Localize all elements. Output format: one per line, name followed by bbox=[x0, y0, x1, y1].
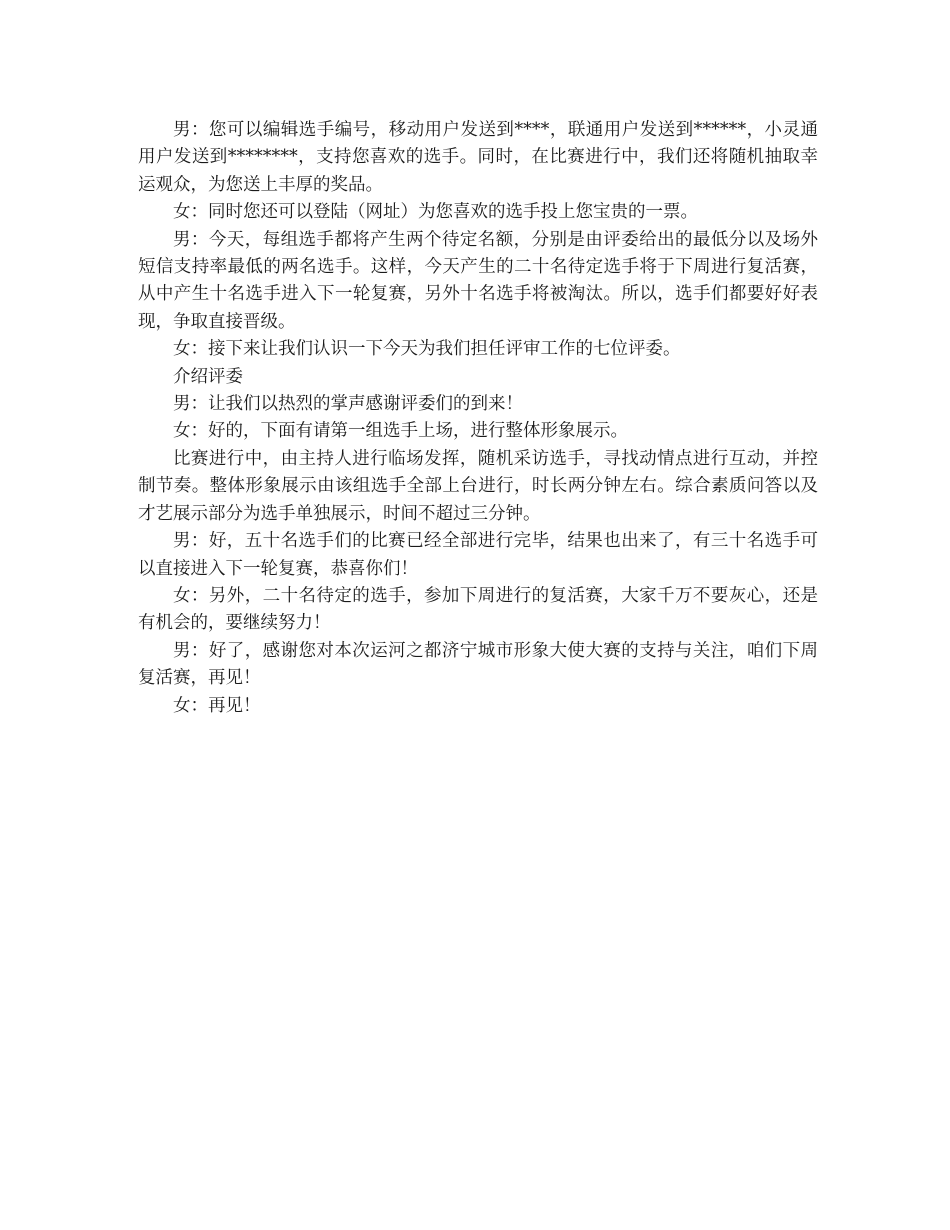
paragraph-5: 介绍评委 bbox=[173, 366, 243, 387]
paragraph-9: 男：好，五十名选手们的比赛已经全部进行完毕，结果也出来了，有三十名选手可以直接进入下一轮复赛，恭喜你们！ bbox=[138, 531, 818, 579]
paragraph-2: 女：同时您还可以登陆（网址）为您喜欢的选手投上您宝贵的一票。 bbox=[173, 202, 698, 223]
paragraph-11: 男：好了，感谢您对本次运河之都济宁城市形象大使大赛的支持与关注，咱们下周复活赛，再见！ bbox=[138, 640, 818, 689]
paragraph-10: 女：另外，二十名待定的选手，参加下周进行的复活赛，大家千万不要灰心，还是有机会的，要继续努力！ bbox=[138, 585, 818, 634]
paragraph-7: 女：好的，下面有请第一组选手上场，进行整体形象展示。 bbox=[173, 421, 628, 442]
paragraph-1: 男：您可以编辑选手编号，移动用户发送到****，联通用户发送到******，小灵通用户发送到********，支持您喜欢的选手。同时，在比赛进行中，我们还将随机抽取幸运观众，为您送上丰厚的奖品。 bbox=[138, 120, 818, 195]
document-body bbox=[138, 117, 818, 720]
paragraph-12: 女：再见！ bbox=[173, 695, 261, 716]
paragraph-8: 比赛进行中，由主持人进行临场发挥，随机采访选手，寻找动情点进行互动，并控制节奏。整体形象展示由该组选手全部上台进行，时长两分钟左右。综合素质问答以及才艺展示部分为选手单独展示，时间不超过三分钟。 bbox=[138, 448, 818, 524]
paragraph-6: 男：让我们以热烈的掌声感谢评委们的到来！ bbox=[173, 394, 523, 415]
paragraph-4: 女：接下来让我们认识一下今天为我们担任评审工作的七位评委。 bbox=[173, 339, 681, 360]
paragraph-3: 男：今天，每组选手都将产生两个待定名额，分别是由评委给出的最低分以及场外短信支持率最低的两名选手。这样，今天产生的二十名待定选手将于下周进行复活赛，从中产生十名选手进入下一轮复赛，另外十名选手将被淘汰。所以，选手们都要好好表现，争取直接晋级。 bbox=[138, 229, 818, 332]
